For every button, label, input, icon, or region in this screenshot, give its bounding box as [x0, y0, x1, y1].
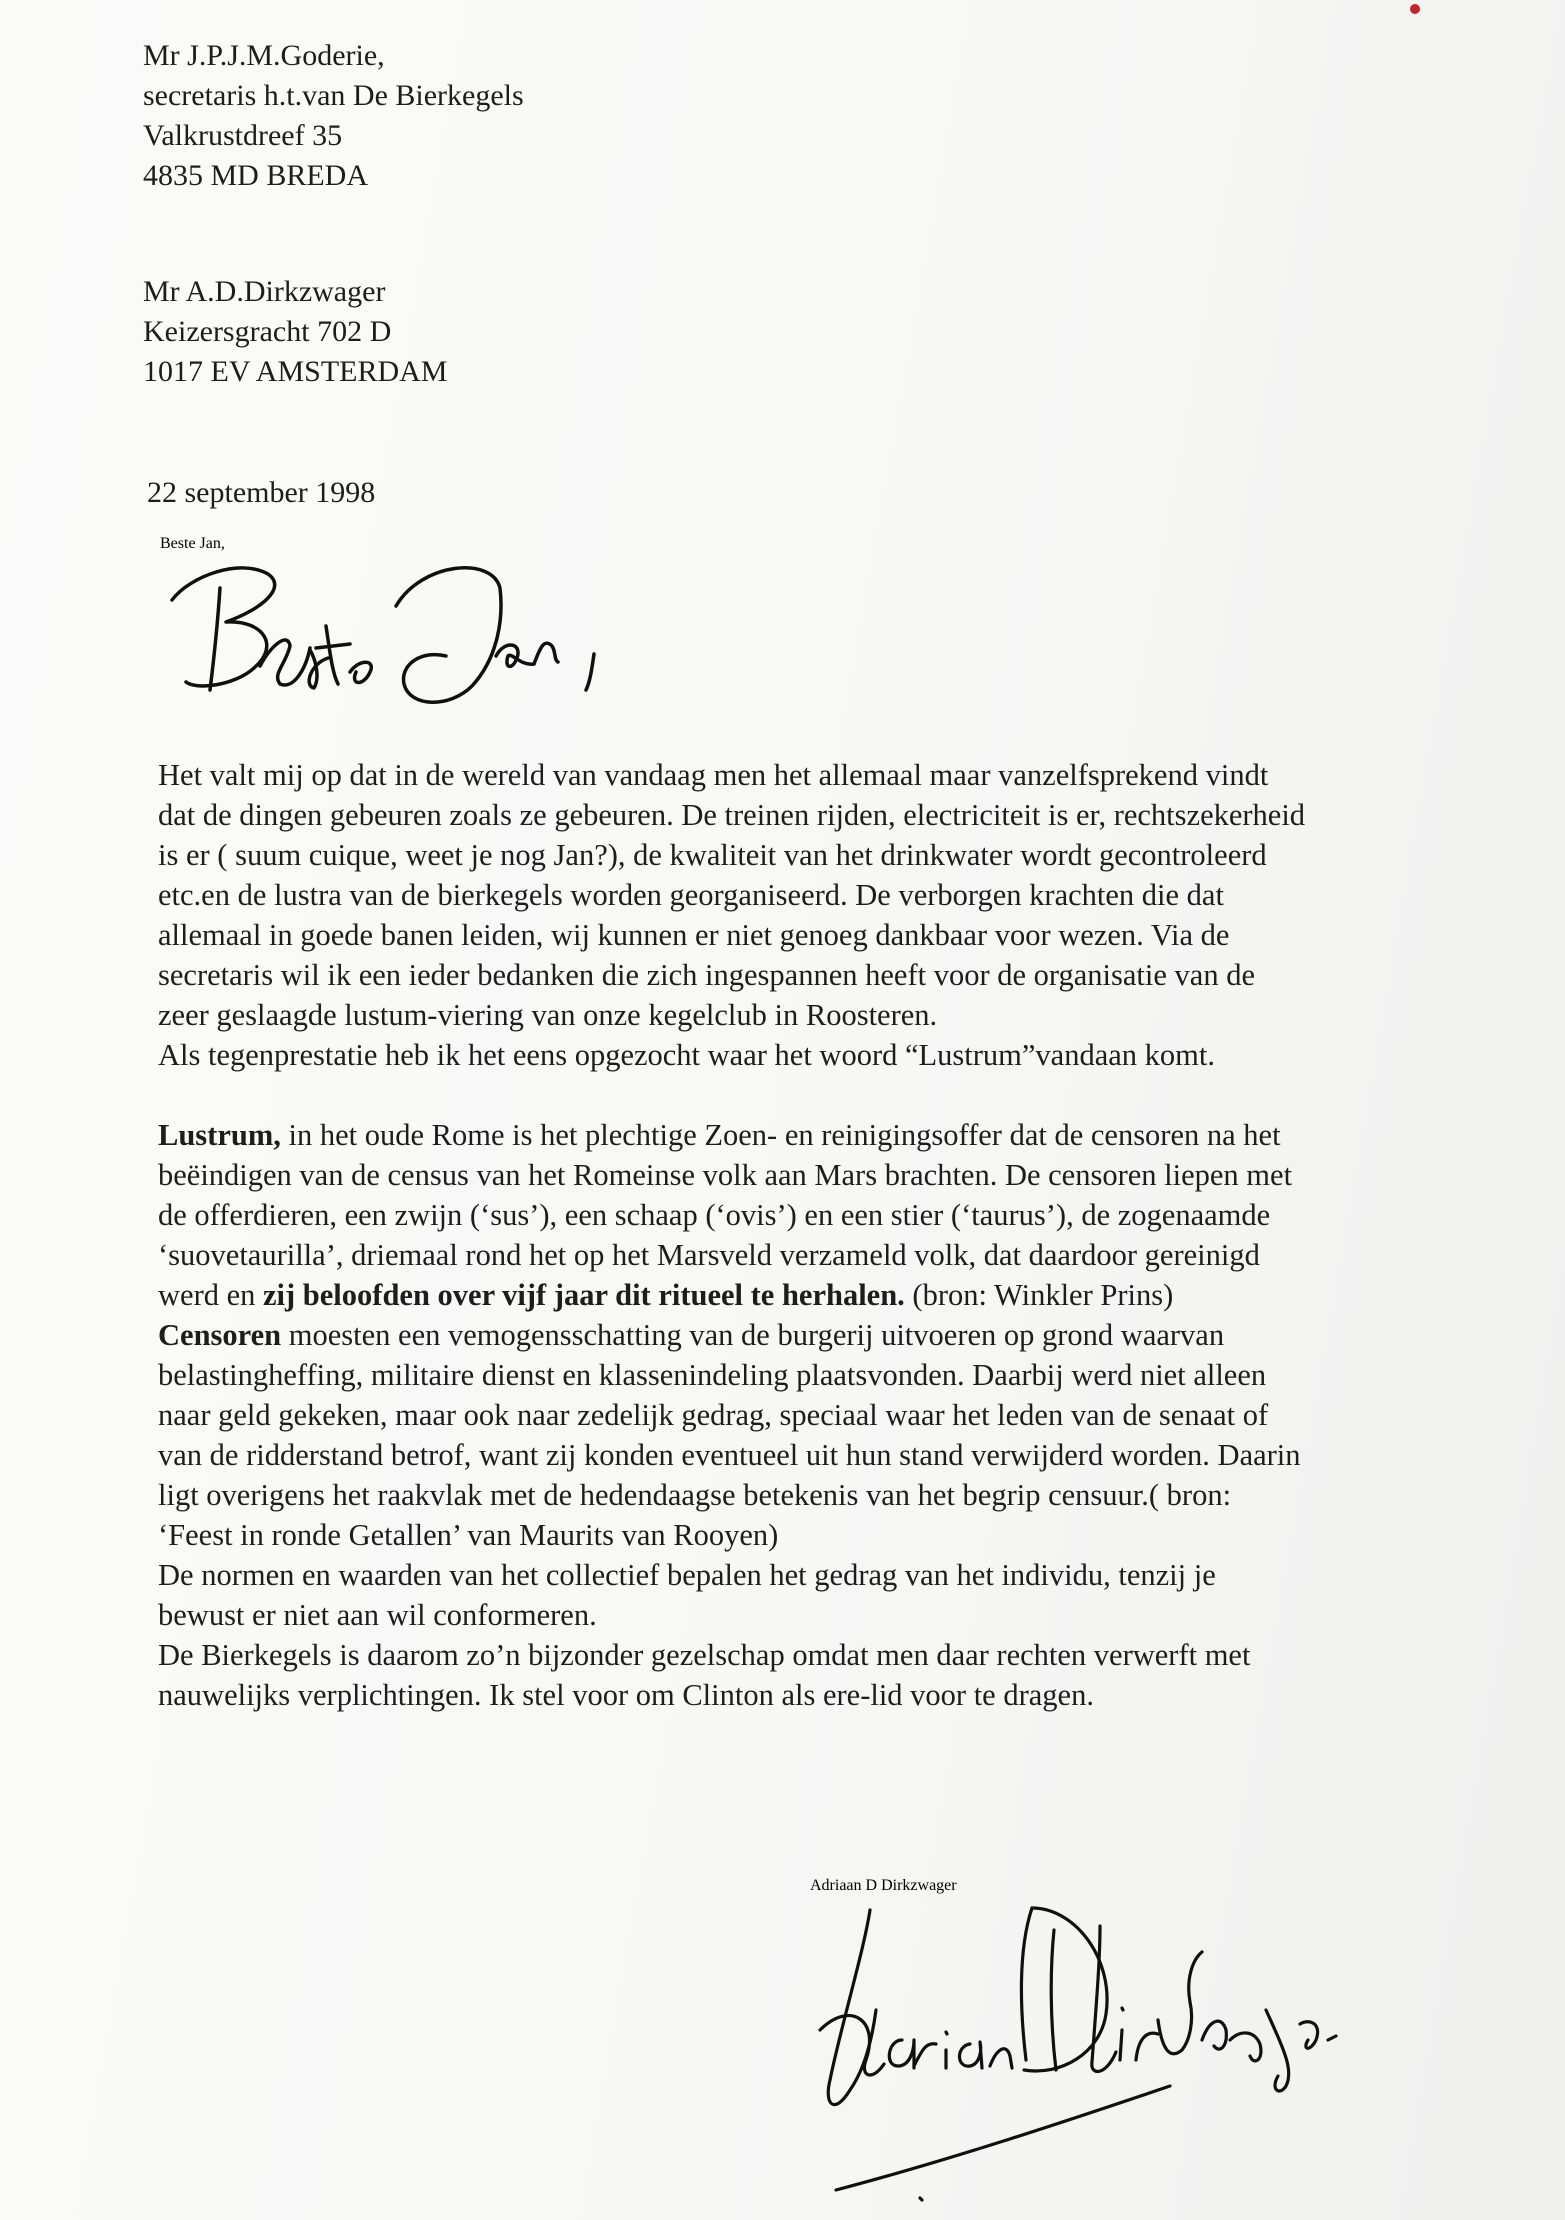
sender-city: 4835 MD BREDA: [143, 159, 369, 192]
body-paragraph-lustrum: [158, 1115, 1308, 1315]
censoren-definition: moesten een vemogensschatting van de burgerij uitvoeren op grond waarvan belastingheffing, militaire dienst en klassenindeling plaatsvonden. Daarbij werd niet alleen naar geld gekeken, maar ook naar zedelijk gedrag, speciaal waar het leden van de senaat of van de ridderstand betrof, want zij konden eventueel uit hun stand verwijderd worden. Daarin ligt overigens het raakvlak met de hedendaagse betekenis van het begrip censuur.( bron: ‘Feest in ronde Getallen’ van Maurits van Rooyen): [158, 1318, 1301, 1552]
letter-date: 22 september 1998: [147, 476, 376, 509]
body-paragraph-intro: Het valt mij op dat in de wereld van vandaag men het allemaal maar vanzelfsprekend vindt dat de dingen gebeuren zoals ze gebeuren. De treinen rijden, electriciteit is er, rechtszekerheid is er ( suum cuique, weet je nog Jan?), de kwaliteit van het drinkwater wordt gecontroleerd etc.en de lustra van de bierkegels worden georganiseerd. De verborgen krachten die dat allemaal in goede banen leiden, wij kunnen er niet genoeg dankbaar voor wezen. Via de secretaris wil ik een ieder bedanken die zich ingespannen heeft voor de organisatie van de zeer geslaagde lustum-viering van onze kegelclub in Roosteren.: [158, 758, 1306, 1032]
lustrum-term: Lustrum,: [158, 1118, 281, 1152]
recipient-address: [143, 272, 447, 392]
lustrum-definition: in het oude Rome is het plechtige Zoen- en reinigingsoffer dat de censoren na het beëindigen van de census van het Romeinse volk aan Mars brachten. De censoren liepen met de offerdieren, een zwijn (‘sus’), een schaap (‘ovis’) en een stier (‘taurus’), de zogenaamde ‘suovetaurilla’, driemaal rond het op het Marsveld verzameld volk, dat daardoor gereinigd werd en: [158, 1118, 1293, 1312]
censoren-term: Censoren: [158, 1318, 282, 1352]
handwritten-signature: [810, 1877, 1510, 2210]
sender-name: Mr J.P.J.M.Goderie,: [143, 39, 385, 72]
recipient-city: 1017 EV AMSTERDAM: [143, 355, 448, 388]
salutation-text: Beste Jan,: [160, 535, 225, 552]
sender-address: [143, 36, 524, 196]
body-paragraph-origin: Als tegenprestatie heb ik het eens opgezocht waar het woord “Lustrum”vandaan komt.: [158, 1038, 1215, 1072]
sender-role: secretaris h.t.van De Bierkegels: [143, 79, 524, 112]
paragraph-gap: [158, 1075, 1308, 1115]
red-mark: [1410, 4, 1420, 14]
lustrum-source: (bron: Winkler Prins): [904, 1278, 1174, 1312]
letter-body: [158, 755, 1308, 1715]
handwritten-salutation: [160, 535, 630, 718]
sender-street: Valkrustdreef 35: [143, 119, 343, 152]
body-paragraph-closing: De Bierkegels is daarom zo’n bijzonder gezelschap omdat men daar rechten verwerft met nauwelijks verplichtingen. Ik stel voor om Clinton als ere-lid voor te dragen.: [158, 1638, 1251, 1712]
body-paragraph-censoren: [158, 1315, 1308, 1555]
recipient-name: Mr A.D.Dirkzwager: [143, 275, 386, 308]
lustrum-ritual: zij beloofden over vijf jaar dit ritueel te herhalen.: [263, 1278, 905, 1312]
recipient-street: Keizersgracht 702 D: [143, 315, 392, 348]
signature-text: Adriaan D Dirkzwager: [810, 1877, 957, 1894]
body-paragraph-norms: De normen en waarden van het collectief bepalen het gedrag van het individu, tenzij je bewust er niet aan wil conformeren.: [158, 1558, 1216, 1632]
